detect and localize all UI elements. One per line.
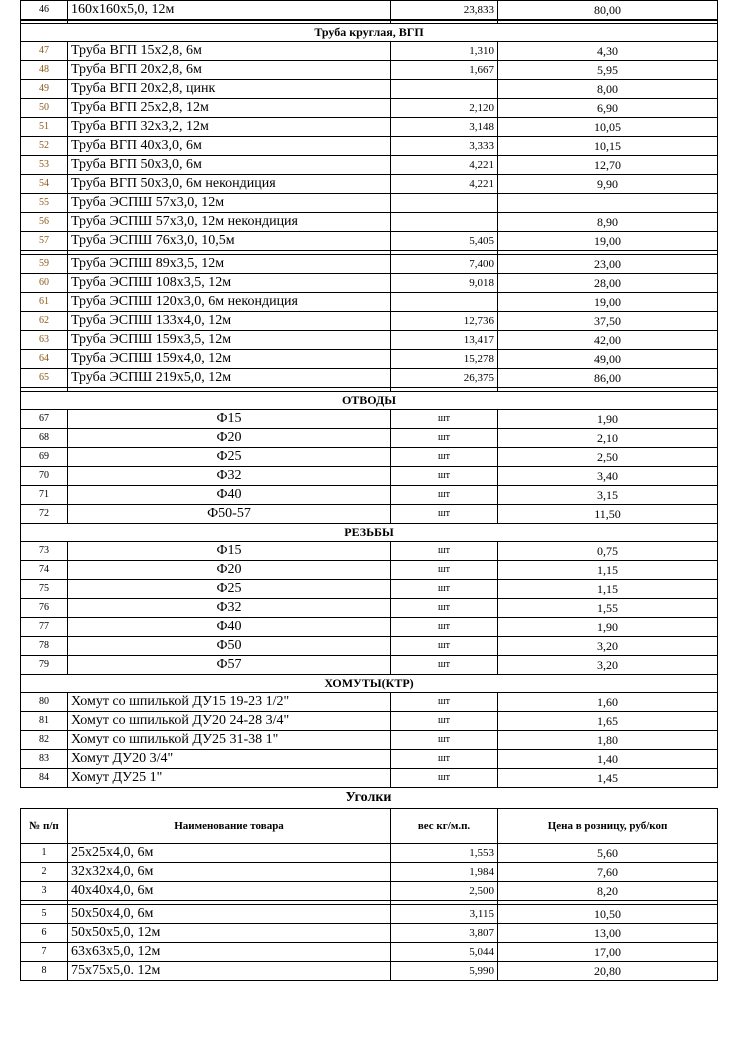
row-number: 6 — [21, 924, 68, 943]
weight-value: 1,553 — [391, 844, 498, 863]
table-row — [21, 1, 718, 21]
price-value: 19,00 — [498, 293, 718, 312]
price-value: 1,60 — [498, 693, 718, 712]
row-number: 1 — [21, 844, 68, 863]
table-row — [21, 882, 718, 901]
weight-value: 5,990 — [391, 962, 498, 981]
weight-value: 3,807 — [391, 924, 498, 943]
price-value: 42,00 — [498, 331, 718, 350]
weight-value — [391, 293, 498, 312]
weight-value: шт — [391, 429, 498, 448]
weight-value: 13,417 — [391, 331, 498, 350]
row-number: 79 — [21, 656, 68, 675]
row-number: 82 — [21, 731, 68, 750]
row-number: 69 — [21, 448, 68, 467]
row-number: 61 — [21, 293, 68, 312]
row-number: 2 — [21, 863, 68, 882]
weight-value: шт — [391, 731, 498, 750]
weight-value: 15,278 — [391, 350, 498, 369]
weight-value: шт — [391, 486, 498, 505]
row-number: 63 — [21, 331, 68, 350]
section-title: ОТВОДЫ — [21, 392, 718, 410]
row-number: 54 — [21, 175, 68, 194]
table-row — [21, 137, 718, 156]
product-name: Хомут со шпилькой ДУ25 31-38 1" — [68, 731, 391, 750]
row-number: 60 — [21, 274, 68, 293]
pipes-table-body — [21, 1, 718, 788]
table-row — [21, 844, 718, 863]
price-value: 1,15 — [498, 561, 718, 580]
price-value: 6,90 — [498, 99, 718, 118]
table-row — [21, 561, 718, 580]
table-row — [21, 312, 718, 331]
product-name: 40х40х4,0, 6м — [68, 882, 391, 901]
product-name: Ф50-57 — [68, 505, 391, 524]
weight-value: 1,667 — [391, 61, 498, 80]
section-title: Труба круглая, ВГП — [21, 24, 718, 42]
product-name: Труба ЭСПШ 133х4,0, 12м — [68, 312, 391, 331]
price-value: 7,60 — [498, 863, 718, 882]
weight-value: 5,405 — [391, 232, 498, 251]
angles-table — [20, 808, 718, 981]
price-value: 80,00 — [498, 1, 718, 21]
price-value: 3,20 — [498, 637, 718, 656]
table-row — [21, 505, 718, 524]
product-name: Ф57 — [68, 656, 391, 675]
table-row — [21, 175, 718, 194]
row-number: 8 — [21, 962, 68, 981]
row-number: 81 — [21, 712, 68, 731]
row-number: 59 — [21, 255, 68, 274]
angles-table-body — [21, 809, 718, 981]
weight-value: 3,115 — [391, 905, 498, 924]
table-row — [21, 769, 718, 788]
product-name: Ф15 — [68, 542, 391, 561]
product-name: Хомут ДУ25 1" — [68, 769, 391, 788]
product-name: Ф40 — [68, 486, 391, 505]
price-value: 17,00 — [498, 943, 718, 962]
row-number: 84 — [21, 769, 68, 788]
product-name: Ф25 — [68, 448, 391, 467]
price-value: 10,15 — [498, 137, 718, 156]
product-name: Труба ЭСПШ 120х3,0, 6м некондиция — [68, 293, 391, 312]
price-value: 4,30 — [498, 42, 718, 61]
row-number: 5 — [21, 905, 68, 924]
header-name: Наименование товара — [68, 809, 391, 844]
product-name: Хомут со шпилькой ДУ20 24-28 3/4" — [68, 712, 391, 731]
product-name: Труба ВГП 20х2,8, 6м — [68, 61, 391, 80]
table-row — [21, 731, 718, 750]
row-number: 55 — [21, 194, 68, 213]
price-value: 3,20 — [498, 656, 718, 675]
product-name: Труба ВГП 20х2,8, цинк — [68, 80, 391, 99]
price-value: 37,50 — [498, 312, 718, 331]
product-name: 50х50х4,0, 6м — [68, 905, 391, 924]
row-number: 75 — [21, 580, 68, 599]
product-name: Труба ЭСПШ 76х3,0, 10,5м — [68, 232, 391, 251]
weight-value: шт — [391, 750, 498, 769]
row-number: 50 — [21, 99, 68, 118]
table-row — [21, 486, 718, 505]
weight-value: шт — [391, 769, 498, 788]
table-row — [21, 80, 718, 99]
header-number: № п/п — [21, 809, 68, 844]
table-row — [21, 448, 718, 467]
product-name: 50х50х5,0, 12м — [68, 924, 391, 943]
row-number: 71 — [21, 486, 68, 505]
price-value: 19,00 — [498, 232, 718, 251]
product-name: 25х25х4,0, 6м — [68, 844, 391, 863]
product-name: 32х32х4,0, 6м — [68, 863, 391, 882]
table-row — [21, 255, 718, 274]
row-number: 64 — [21, 350, 68, 369]
weight-value: шт — [391, 561, 498, 580]
row-number: 62 — [21, 312, 68, 331]
table-row — [21, 410, 718, 429]
product-name: 63х63х5,0, 12м — [68, 943, 391, 962]
weight-value: 5,044 — [391, 943, 498, 962]
weight-value: шт — [391, 693, 498, 712]
weight-value: шт — [391, 618, 498, 637]
product-name: Ф32 — [68, 467, 391, 486]
angles-title: Уголки — [345, 790, 392, 805]
table-row — [21, 369, 718, 388]
product-name: Хомут ДУ20 3/4" — [68, 750, 391, 769]
weight-value: 9,018 — [391, 274, 498, 293]
product-name: Ф25 — [68, 580, 391, 599]
price-value: 1,90 — [498, 410, 718, 429]
table-row — [21, 61, 718, 80]
product-name: Ф20 — [68, 429, 391, 448]
weight-value: 23,833 — [391, 1, 498, 21]
price-value: 8,20 — [498, 882, 718, 901]
price-value: 13,00 — [498, 924, 718, 943]
price-value: 20,80 — [498, 962, 718, 981]
weight-value: шт — [391, 448, 498, 467]
product-name: Труба ЭСПШ 89х3,5, 12м — [68, 255, 391, 274]
product-name: Ф50 — [68, 637, 391, 656]
section-title: РЕЗЬБЫ — [21, 524, 718, 542]
table-row — [21, 618, 718, 637]
row-number: 46 — [21, 1, 68, 21]
price-list-sheet — [20, 0, 717, 981]
weight-value: 3,148 — [391, 118, 498, 137]
table-row — [21, 156, 718, 175]
table-row — [21, 274, 718, 293]
table-row — [21, 943, 718, 962]
weight-value: шт — [391, 637, 498, 656]
price-value: 2,10 — [498, 429, 718, 448]
row-number: 73 — [21, 542, 68, 561]
product-name: Ф15 — [68, 410, 391, 429]
row-number: 56 — [21, 213, 68, 232]
table-row — [21, 99, 718, 118]
table-header-row — [21, 809, 718, 844]
product-name: 160x160x5,0, 12м — [68, 1, 391, 21]
weight-value: шт — [391, 542, 498, 561]
header-price: Цена в розницу, руб/коп — [498, 809, 718, 844]
weight-value — [391, 213, 498, 232]
price-value: 9,90 — [498, 175, 718, 194]
section-header — [21, 675, 718, 693]
section-header — [21, 24, 718, 42]
table-row — [21, 599, 718, 618]
table-row — [21, 232, 718, 251]
product-name: Труба ЭСПШ 57х3,0, 12м некондиция — [68, 213, 391, 232]
weight-value: шт — [391, 599, 498, 618]
product-name: Труба ЭСПШ 57х3,0, 12м — [68, 194, 391, 213]
product-name: Труба ЭСПШ 159х4,0, 12м — [68, 350, 391, 369]
table-row — [21, 863, 718, 882]
weight-value: 1,310 — [391, 42, 498, 61]
price-value: 5,95 — [498, 61, 718, 80]
weight-value — [391, 80, 498, 99]
product-name: Труба ВГП 50х3,0, 6м некондиция — [68, 175, 391, 194]
product-name: Ф40 — [68, 618, 391, 637]
row-number: 78 — [21, 637, 68, 656]
row-number: 57 — [21, 232, 68, 251]
price-value: 10,05 — [498, 118, 718, 137]
product-name: 75х75х5,0. 12м — [68, 962, 391, 981]
row-number: 67 — [21, 410, 68, 429]
price-value: 0,75 — [498, 542, 718, 561]
table-row — [21, 331, 718, 350]
table-row — [21, 429, 718, 448]
price-value: 11,50 — [498, 505, 718, 524]
price-value: 23,00 — [498, 255, 718, 274]
price-value: 3,15 — [498, 486, 718, 505]
weight-value: 3,333 — [391, 137, 498, 156]
price-value: 12,70 — [498, 156, 718, 175]
weight-value: 2,500 — [391, 882, 498, 901]
section-title: ХОМУТЫ(КТР) — [21, 675, 718, 693]
product-name: Труба ЭСПШ 108х3,5, 12м — [68, 274, 391, 293]
price-value: 8,90 — [498, 213, 718, 232]
weight-value: 12,736 — [391, 312, 498, 331]
weight-value: шт — [391, 467, 498, 486]
weight-value: шт — [391, 656, 498, 675]
row-number: 72 — [21, 505, 68, 524]
table-row — [21, 118, 718, 137]
price-value: 10,50 — [498, 905, 718, 924]
price-value: 86,00 — [498, 369, 718, 388]
product-name: Труба ЭСПШ 159х3,5, 12м — [68, 331, 391, 350]
table-row — [21, 293, 718, 312]
product-name: Труба ЭСПШ 219х5,0, 12м — [68, 369, 391, 388]
weight-value: 1,984 — [391, 863, 498, 882]
table-row — [21, 637, 718, 656]
price-value: 1,55 — [498, 599, 718, 618]
price-value: 1,90 — [498, 618, 718, 637]
table-row — [21, 213, 718, 232]
table-row — [21, 712, 718, 731]
product-name: Хомут со шпилькой ДУ15 19-23 1/2" — [68, 693, 391, 712]
table-row — [21, 542, 718, 561]
row-number: 49 — [21, 80, 68, 99]
table-row — [21, 467, 718, 486]
row-number: 53 — [21, 156, 68, 175]
product-name: Труба ВГП 40х3,0, 6м — [68, 137, 391, 156]
weight-value: шт — [391, 505, 498, 524]
row-number: 52 — [21, 137, 68, 156]
weight-value: 4,221 — [391, 175, 498, 194]
pipes-table — [20, 0, 718, 788]
weight-value: 26,375 — [391, 369, 498, 388]
table-row — [21, 962, 718, 981]
row-number: 51 — [21, 118, 68, 137]
row-number: 65 — [21, 369, 68, 388]
weight-value: 7,400 — [391, 255, 498, 274]
price-value: 1,80 — [498, 731, 718, 750]
price-value: 1,15 — [498, 580, 718, 599]
row-number: 7 — [21, 943, 68, 962]
row-number: 47 — [21, 42, 68, 61]
price-value: 1,45 — [498, 769, 718, 788]
product-name: Труба ВГП 25х2,8, 12м — [68, 99, 391, 118]
row-number: 77 — [21, 618, 68, 637]
table-row — [21, 350, 718, 369]
section-header — [21, 392, 718, 410]
table-row — [21, 580, 718, 599]
price-value: 28,00 — [498, 274, 718, 293]
product-name: Труба ВГП 50х3,0, 6м — [68, 156, 391, 175]
price-value — [498, 194, 718, 213]
header-weight: вес кг/м.п. — [391, 809, 498, 844]
table-row — [21, 750, 718, 769]
section-header — [21, 524, 718, 542]
weight-value — [391, 194, 498, 213]
weight-value: шт — [391, 712, 498, 731]
row-number: 83 — [21, 750, 68, 769]
row-number: 74 — [21, 561, 68, 580]
price-value: 3,40 — [498, 467, 718, 486]
weight-value: 4,221 — [391, 156, 498, 175]
row-number: 70 — [21, 467, 68, 486]
price-value: 5,60 — [498, 844, 718, 863]
table-row — [21, 905, 718, 924]
product-name: Ф20 — [68, 561, 391, 580]
row-number: 80 — [21, 693, 68, 712]
row-number: 68 — [21, 429, 68, 448]
product-name: Труба ВГП 15х2,8, 6м — [68, 42, 391, 61]
price-value: 49,00 — [498, 350, 718, 369]
row-number: 3 — [21, 882, 68, 901]
table-row — [21, 42, 718, 61]
table-row — [21, 924, 718, 943]
weight-value: 2,120 — [391, 99, 498, 118]
weight-value: шт — [391, 580, 498, 599]
price-value: 2,50 — [498, 448, 718, 467]
price-value: 8,00 — [498, 80, 718, 99]
weight-value: шт — [391, 410, 498, 429]
price-value: 1,65 — [498, 712, 718, 731]
product-name: Труба ВГП 32х3,2, 12м — [68, 118, 391, 137]
price-value: 1,40 — [498, 750, 718, 769]
table-row — [21, 656, 718, 675]
table-row — [21, 194, 718, 213]
table-row — [21, 693, 718, 712]
product-name: Ф32 — [68, 599, 391, 618]
row-number: 76 — [21, 599, 68, 618]
row-number: 48 — [21, 61, 68, 80]
